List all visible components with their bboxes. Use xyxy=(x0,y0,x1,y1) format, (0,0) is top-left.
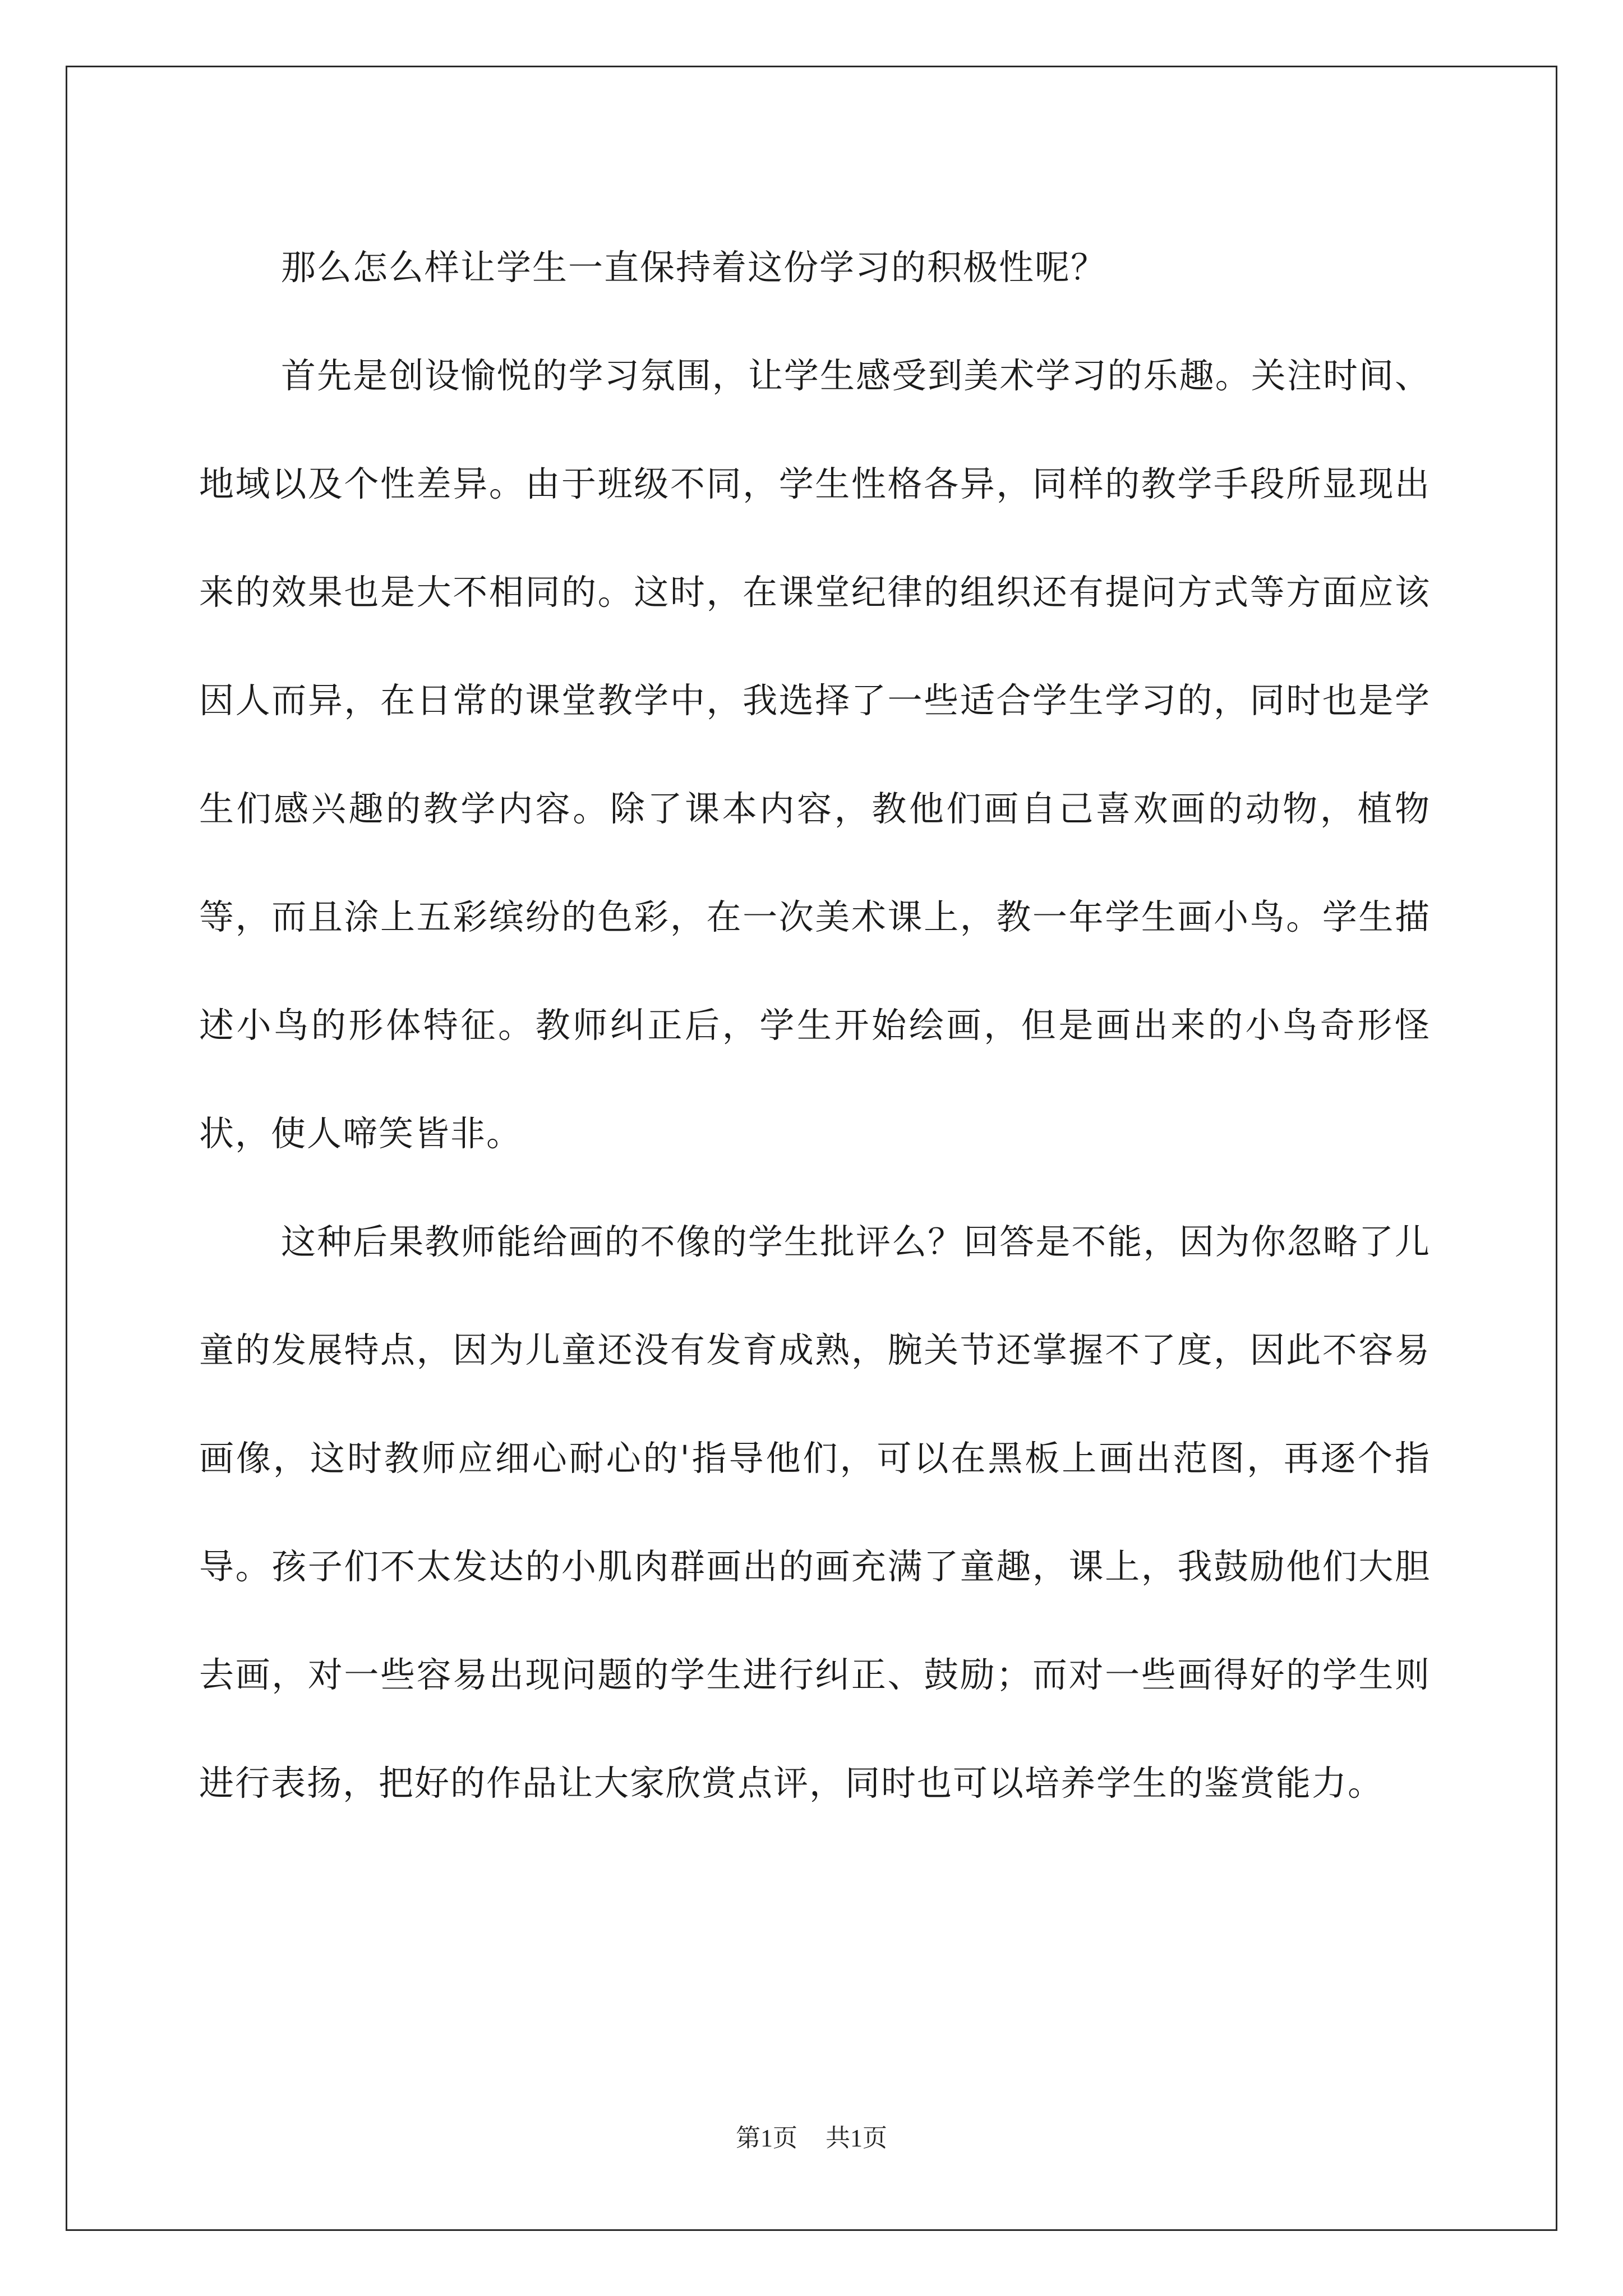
page-number-current: 第1页 xyxy=(736,2124,797,2152)
paragraph-3: 这种后果教师能给画的不像的学生批评么？回答是不能，因为你忽略了儿童的发展特点，因为儿童还没有发育成熟，腕关节还掌握不了度，因此不容易画像，这时教师应细心耐心的'指导他们，可以在黑板上画出范图，再逐个指导。孩子们不太发达的小肌肉群画出的画充满了童趣，课上，我鼓励他们大胆去画，对一些容易出现问题的学生进行纠正、鼓励；而对一些画得好的学生则进行表扬，把好的作品让大家欣赏点评，同时也可以培养学生的鉴赏能力。 xyxy=(199,1221,1431,1803)
document-body xyxy=(199,213,1431,1837)
paragraph-2: 首先是创设愉悦的学习氛围，让学生感受到美术学习的乐趣。关注时间、地域以及个性差异。由于班级不同，学生性格各异，同样的教学手段所显现出来的效果也是大不相同的。这时，在课堂纪律的组织还有提问方式等方面应该因人而异，在日常的课堂教学中，我选择了一些适合学生学习的，同时也是学生们感兴趣的教学内容。除了课本内容，教他们画自己喜欢画的动物，植物等，而且涂上五彩缤纷的色彩，在一次美术课上，教一年学生画小鸟。学生描述小鸟的形体特征。教师纠正后，学生开始绘画，但是画出来的小鸟奇形怪状，使人啼笑皆非。 xyxy=(199,355,1431,1154)
page-footer xyxy=(0,2118,1623,2154)
page-number-total: 共1页 xyxy=(826,2124,887,2152)
paragraph-1: 那么怎么样让学生一直保持着这份学习的积极性呢？ xyxy=(281,247,1107,288)
